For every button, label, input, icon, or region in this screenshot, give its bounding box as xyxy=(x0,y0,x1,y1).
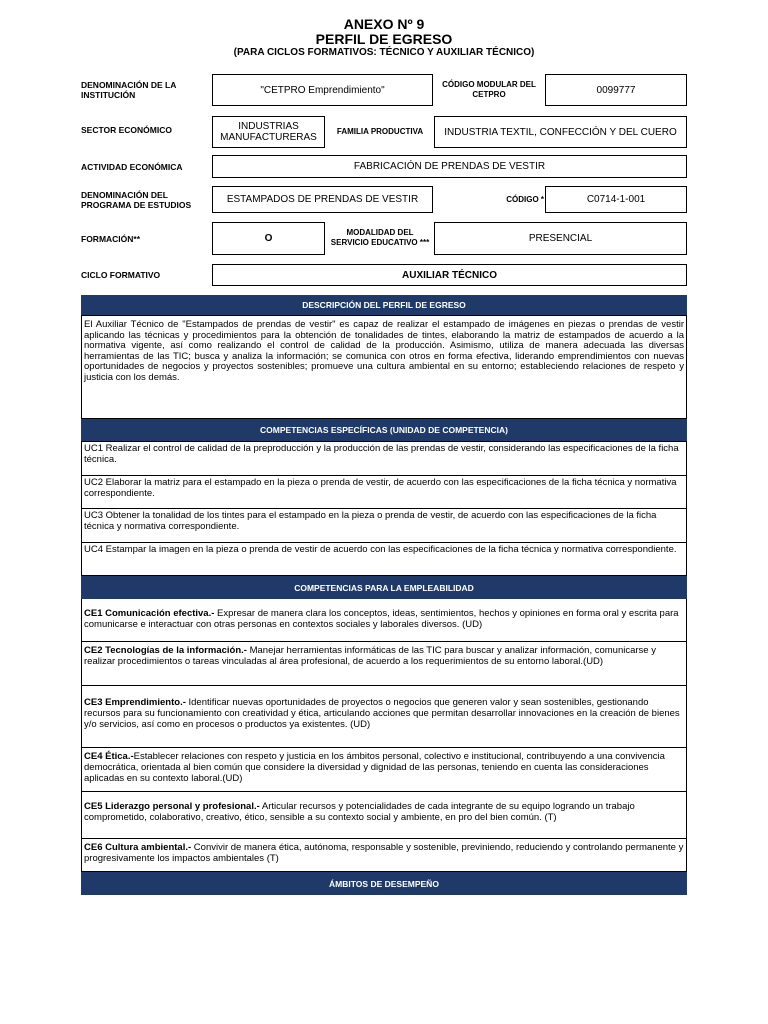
annex-title: ANEXO Nº 9 xyxy=(343,16,425,32)
performance-heading: ÁMBITOS DE DESEMPEÑO xyxy=(81,872,687,895)
institution-value: "CETPRO Emprendimiento" xyxy=(212,74,433,106)
activity-value: FABRICACIÓN DE PRENDAS DE VESTIR xyxy=(212,155,687,178)
page-subtitle: (PARA CICLOS FORMATIVOS: TÉCNICO Y AUXILIAR TÉCNICO) xyxy=(233,47,535,58)
family-value: INDUSTRIA TEXTIL, CONFECCIÓN Y DEL CUERO xyxy=(434,116,687,148)
uc-item: UC2 Elaborar la matriz para el estampado en la pieza o prenda de vestir, de acuerdo con las especificaciones de la ficha técnica y normativa correspondiente. xyxy=(81,476,687,509)
ce-title: CE6 Cultura ambiental.- xyxy=(84,842,192,853)
ce-text: Establecer relaciones con respeto y justicia en los ámbitos personal, colectivo e institucional, contribuyendo a una convivencia democrática, orientada al bien común que considere la diversidad y dignidad de las personas, teniendo en cuenta las consideraciones aplicadas en su contexto laboral.(UD) xyxy=(84,751,665,784)
ce-title: CE2 Tecnologías de la información.- xyxy=(84,645,247,656)
cycle-label: CICLO FORMATIVO xyxy=(81,270,161,280)
code-label: CÓDIGO * xyxy=(506,195,544,204)
ce-item xyxy=(81,642,687,686)
cycle-value: AUXILIAR TÉCNICO xyxy=(212,264,687,286)
formation-value: O xyxy=(212,222,325,255)
ce-title: CE4 Ética.- xyxy=(84,751,134,762)
sector-value: INDUSTRIAS MANUFACTURERAS xyxy=(212,116,325,148)
specific-heading: COMPETENCIAS ESPECÍFICAS (UNIDAD DE COMPETENCIA) xyxy=(81,419,687,441)
sector-label: SECTOR ECONÓMICO xyxy=(81,125,172,135)
activity-label: ACTIVIDAD ECONÓMICA xyxy=(81,162,183,172)
modality-value: PRESENCIAL xyxy=(434,222,687,255)
ce-text: Identificar nuevas oportunidades de proyectos o negocios que generen valor y sean sostenibles, gestionando recursos para su funcionamiento con creatividad y ética, articulando acciones que permitan desarrollar innovaciones en la creación de bienes y/o servicios, así como en procesos o productos ya existentes. (UD) xyxy=(84,697,680,730)
ce-item xyxy=(81,748,687,792)
code-value: C0714-1-001 xyxy=(545,186,687,213)
ce-item xyxy=(81,686,687,748)
ce-text: Expresar de manera clara los conceptos, ideas, sentimientos, hechos y opiniones en forma oral y escrita para comunicarse e interactuar con otras personas en contextos sociales y laborales diversos. (UD) xyxy=(84,608,679,630)
ce-title: CE1 Comunicación efectiva.- xyxy=(84,608,215,619)
ce-text: Manejar herramientas informáticas de las TIC para buscar y analizar información, comunicarse y realizar procedimientos o tareas vinculadas al área profesional, de acuerdo a los requerimientos de su entorno laboral.(UD) xyxy=(84,645,656,667)
ce-item xyxy=(81,839,687,872)
ce-title: CE3 Emprendimiento.- xyxy=(84,697,186,708)
ce-title: CE5 Liderazgo personal y profesional.- xyxy=(84,801,260,812)
institution-label: DENOMINACIÓN DE LA INSTITUCIÓN xyxy=(81,80,177,100)
modular-code-label: CÓDIGO MODULAR DEL CETPRO xyxy=(442,80,536,99)
formation-label: FORMACIÓN** xyxy=(81,234,141,244)
employability-heading: COMPETENCIAS PARA LA EMPLEABILIDAD xyxy=(81,576,687,599)
page-title: PERFIL DE EGRESO xyxy=(315,31,453,47)
ce-text: Convivir de manera ética, autónoma, responsable y sostenible, previniendo, reduciendo y controlando permanente y progresivamente los impactos ambientales (T) xyxy=(84,842,684,864)
description-heading: DESCRIPCIÓN DEL PERFIL DE EGRESO xyxy=(81,295,687,315)
ce-item xyxy=(81,599,687,642)
program-value: ESTAMPADOS DE PRENDAS DE VESTIR xyxy=(212,186,433,213)
modular-code-value: 0099777 xyxy=(545,74,687,106)
ce-text: Articular recursos y potencialidades de cada integrante de su equipo logrando un trabajo comprometido, colaborativo, creativo, ético, sensible a su contexto social y ambiente, en pro del bien común. (T) xyxy=(84,801,635,823)
ce-item xyxy=(81,792,687,839)
description-text: El Auxiliar Técnico de "Estampados de prendas de vestir" es capaz de realizar el estampado de imágenes en piezas o prendas de vestir aplicando las técnicas y procedimientos para la obtención de tonalidades de tintes, elaborando la matriz de estampados de acuerdo a la normativa vigente, así como realizando el control de calidad de la producción. Asimismo, utiliza de manera adecuada las diversas herramientas de las TIC; busca y analiza la información; se comunica con otros en forma efectiva, liderando emprendimientos con nuevas oportunidades de negocios y proyectos sostenibles; promueve una cultura ambiental en su entorno; estableciendo relaciones de respeto y justicia con los demás. xyxy=(81,315,687,419)
modality-label: MODALIDAD DEL SERVICIO EDUCATIVO *** xyxy=(330,228,430,247)
uc-item: UC1 Realizar el control de calidad de la preproducción y la producción de las prendas de vestir, considerando las especificaciones de la ficha técnica. xyxy=(81,441,687,476)
program-label: DENOMINACIÓN DEL PROGRAMA DE ESTUDIOS xyxy=(81,190,192,210)
uc-item: UC4 Estampar la imagen en la pieza o prenda de vestir de acuerdo con las especificaciones de la ficha técnica y normativa correspondiente. xyxy=(81,543,687,576)
uc-item: UC3 Obtener la tonalidad de los tintes para el estampado en la pieza o prenda de vestir, de acuerdo con las especificaciones de la ficha técnica y normativa correspondiente. xyxy=(81,509,687,543)
family-label: FAMILIA PRODUCTIVA xyxy=(336,127,424,136)
